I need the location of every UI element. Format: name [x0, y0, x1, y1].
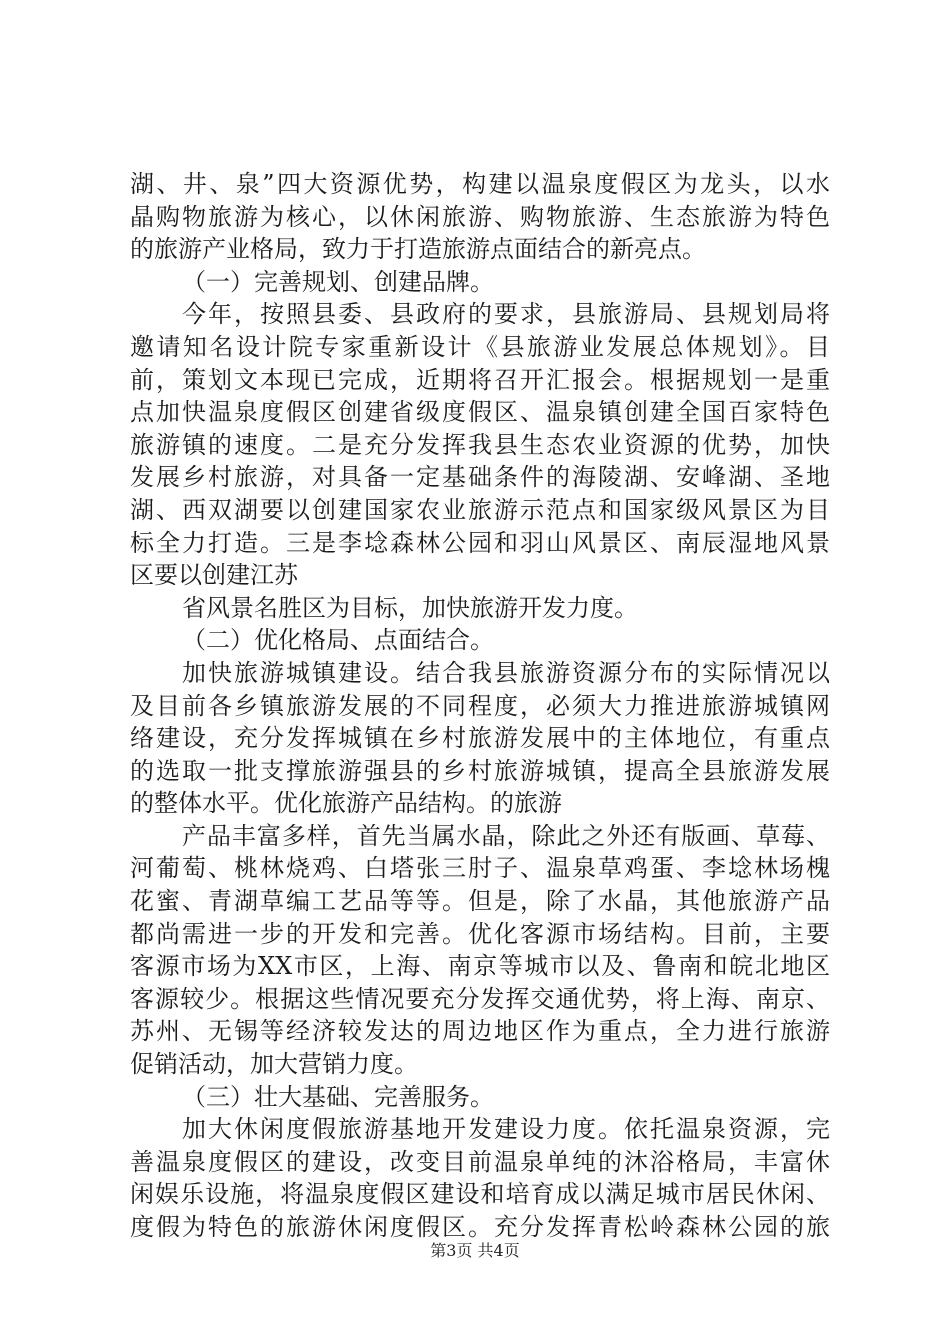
text-line: 苏州、无锡等经济较发达的周边地区作为重点，全力进行旅游 — [130, 1017, 830, 1046]
text-line: 区要以创建江苏 — [130, 561, 298, 590]
text-line: 省风景名胜区为目标，加快旅游开发力度。 — [182, 593, 638, 622]
text-line: 河葡萄、桃林烧鸡、白塔张三肘子、温泉草鸡蛋、李埝林场槐 — [130, 854, 830, 883]
text-line: 的旅游产业格局，致力于打造旅游点面结合的新亮点。 — [130, 235, 706, 264]
text-line: 客源较少。根据这些情况要充分发挥交通优势，将上海、南京、 — [130, 984, 830, 1013]
page-number-label: 第3页 共4页 — [430, 1241, 520, 1260]
text-line: 客源市场为XX市区，上海、南京等城市以及、鲁南和皖北地区 — [130, 952, 830, 981]
text-line: 湖、西双湖要以创建国家农业旅游示范点和国家级风景区为目 — [130, 495, 830, 524]
text-line: 络建设，充分发挥城镇在乡村旅游发展中的主体地位，有重点 — [130, 724, 830, 753]
text-line: 前，策划文本现已完成，近期将召开汇报会。根据规划一是重 — [130, 365, 830, 394]
text-line: 度假为特色的旅游休闲度假区。充分发挥青松岭森林公园的旅 — [130, 1213, 830, 1241]
text-line: 花蜜、青湖草编工艺品等等。但是，除了水晶，其他旅游产品 — [130, 887, 830, 916]
text-line: 的选取一批支撑旅游强县的乡村旅游城镇，提高全县旅游发展 — [130, 756, 830, 785]
text-line: 促销活动，加大营销力度。 — [130, 1050, 418, 1079]
text-line: 发展乡村旅游，对具备一定基础条件的海陵湖、安峰湖、圣地 — [130, 463, 830, 492]
text-line: 点加快温泉度假区创建省级度假区、温泉镇创建全国百家特色 — [130, 398, 830, 427]
text-line: 加快旅游城镇建设。结合我县旅游资源分布的实际情况以 — [182, 658, 830, 687]
text-line: 晶购物旅游为核心，以休闲旅游、购物旅游、生态旅游为特色 — [130, 202, 830, 231]
document-body — [130, 168, 830, 1244]
text-line: 都尚需进一步的开发和完善。优化客源市场结构。目前，主要 — [130, 919, 830, 948]
text-line: 善温泉度假区的建设，改变目前温泉单纯的沐浴格局，丰富休 — [130, 1147, 830, 1176]
text-line: 加大休闲度假旅游基地开发建设力度。依托温泉资源，完 — [182, 1115, 830, 1144]
text-line: 湖、井、泉”四大资源优势，构建以温泉度假区为龙头，以水 — [130, 170, 830, 198]
text-line: 旅游镇的速度。二是充分发挥我县生态农业资源的优势，加快 — [130, 430, 830, 459]
text-line: 产品丰富多样，首先当属水晶，除此之外还有版画、草莓、 — [182, 821, 830, 850]
text-line: 邀请知名设计院专家重新设计《县旅游业发展总体规划》。目 — [130, 332, 830, 361]
text-line: （一）完善规划、创建品牌。 — [182, 267, 494, 296]
text-line: 闲娱乐设施，将温泉度假区建设和培育成以满足城市居民休闲、 — [130, 1180, 830, 1209]
text-line: 今年，按照县委、县政府的要求，县旅游局、县规划局将 — [182, 300, 830, 329]
text-line: （二）优化格局、点面结合。 — [182, 626, 494, 655]
page-footer — [0, 1241, 950, 1261]
text-line: 标全力打造。三是李埝森林公园和羽山风景区、南辰湿地风景 — [130, 528, 830, 557]
text-line: 的整体水平。优化旅游产品结构。的旅游 — [130, 789, 562, 818]
text-line: 及目前各乡镇旅游发展的不同程度，必须大力推进旅游城镇网 — [130, 691, 830, 720]
text-line: （三）壮大基础、完善服务。 — [182, 1082, 494, 1111]
